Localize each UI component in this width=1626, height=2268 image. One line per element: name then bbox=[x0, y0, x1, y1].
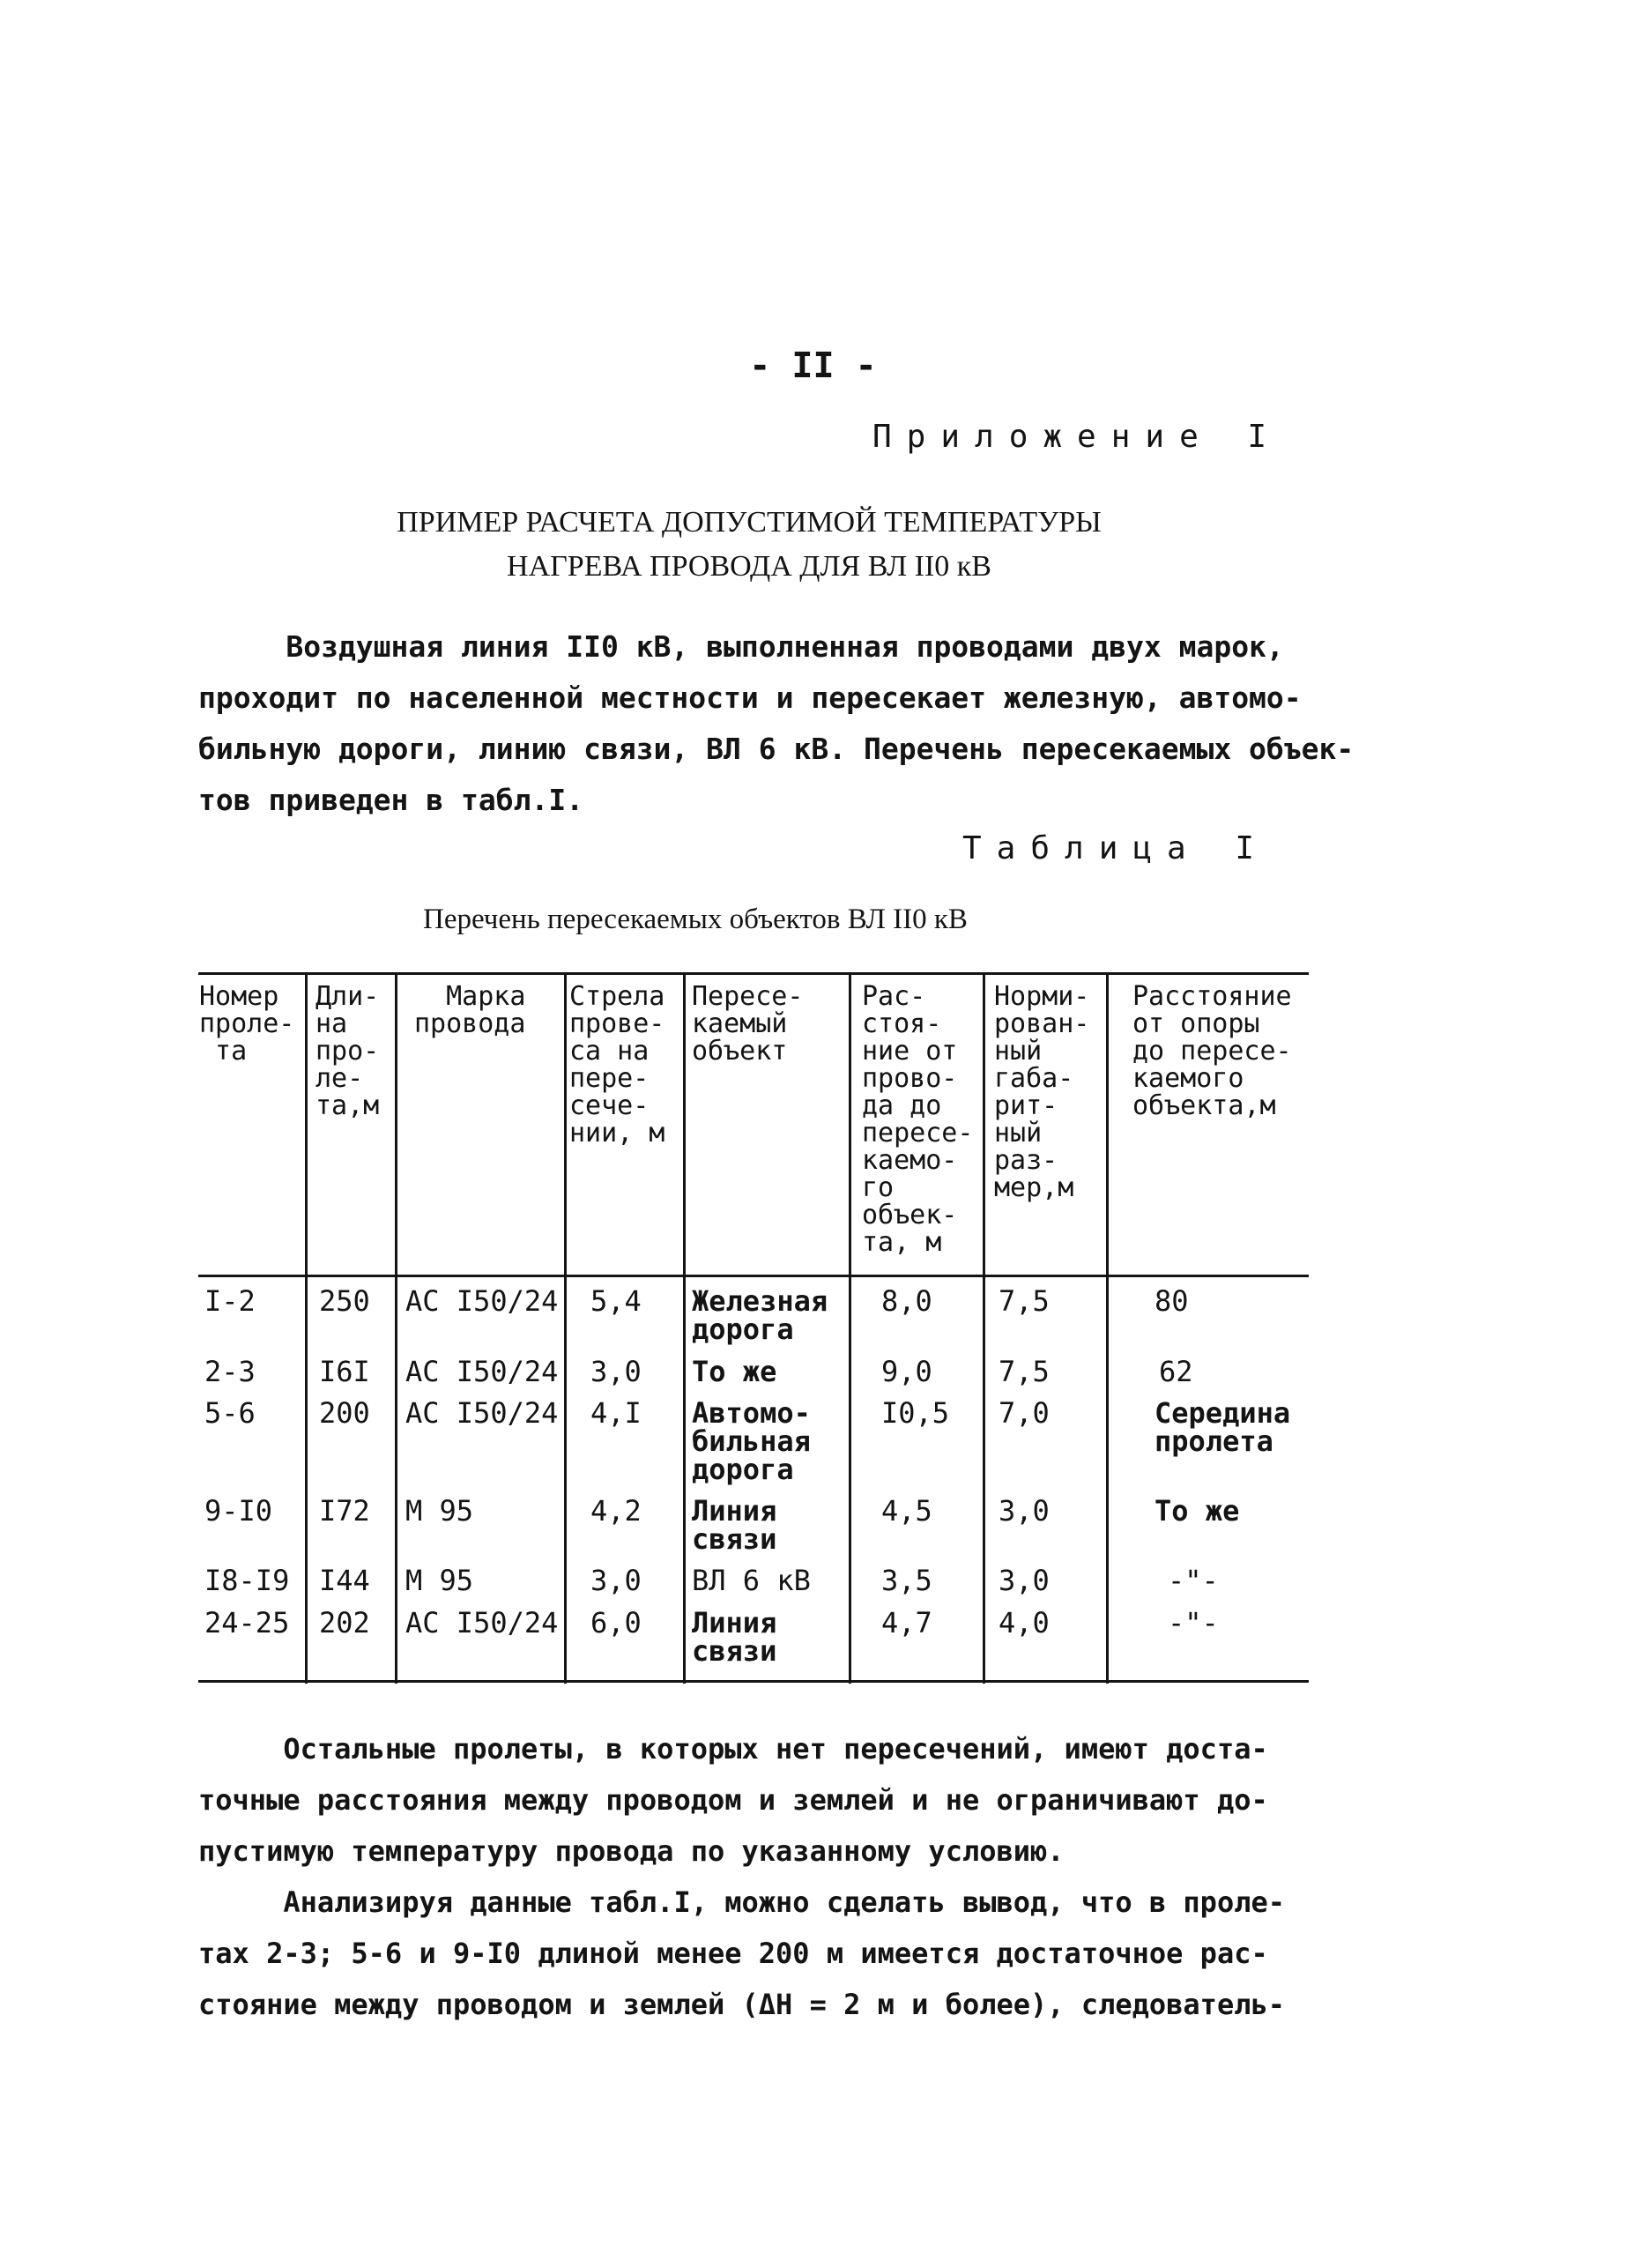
page-number: - II - bbox=[749, 346, 877, 386]
table-top-rule bbox=[198, 972, 1309, 975]
table-row-distance: 9,0 bbox=[881, 1355, 932, 1388]
table-row-length: I72 bbox=[319, 1494, 370, 1528]
table-row-length: 202 bbox=[319, 1606, 370, 1640]
intro-line: проходит по населенной местности и пересекает железную, автомо- bbox=[198, 680, 1302, 715]
column-divider bbox=[564, 975, 567, 1684]
table-row-wire: М 95 bbox=[405, 1494, 474, 1528]
table-row-distance: 8,0 bbox=[881, 1284, 932, 1318]
table-row-sag: 3,0 bbox=[590, 1564, 642, 1597]
closing-line: Анализируя данные табл.I, можно сделать вывод, что в проле- bbox=[198, 1885, 1285, 1919]
table-row-distance: 3,5 bbox=[881, 1564, 932, 1597]
table-row-norm: 3,0 bbox=[999, 1564, 1050, 1597]
table-row-sag: 3,0 bbox=[590, 1355, 642, 1388]
table-row-span: 5-6 bbox=[204, 1396, 256, 1430]
table-bottom-rule bbox=[198, 1680, 1309, 1683]
table-row-object: Линия связи bbox=[692, 1494, 777, 1556]
table-row-length: 200 bbox=[319, 1396, 370, 1430]
closing-line: Остальные пролеты, в которых нет пересечений, имеют доста- bbox=[198, 1732, 1268, 1766]
table-row-object: Железная дорога bbox=[692, 1284, 828, 1346]
table-row-wire: АС I50/24 bbox=[405, 1606, 559, 1640]
heading-line-2: НАГРЕВА ПРОВОДА ДЛЯ ВЛ II0 кВ bbox=[507, 550, 991, 583]
closing-line: пустимую температуру провода по указанному условию. bbox=[198, 1834, 1065, 1868]
table-row-norm: 4,0 bbox=[999, 1606, 1050, 1640]
table-row-distance: 4,5 bbox=[881, 1494, 932, 1528]
table-row-span: 2-3 bbox=[204, 1355, 256, 1388]
table-row-sag: 4,2 bbox=[590, 1494, 642, 1528]
appendix-label: Приложение I bbox=[872, 419, 1282, 455]
table-row-from-support: Середина пролета bbox=[1155, 1396, 1291, 1458]
table-row-length: 250 bbox=[319, 1284, 370, 1318]
table-row-span: I8-I9 bbox=[204, 1564, 290, 1597]
table-row-object: Автомо- бильная дорога bbox=[692, 1396, 811, 1486]
header-wire-grade: Марка провода bbox=[414, 981, 526, 1039]
table-row-object: То же bbox=[692, 1355, 777, 1388]
table-row-from-support: -"- bbox=[1168, 1606, 1219, 1640]
heading-line-1: ПРИМЕР РАСЧЕТА ДОПУСТИМОЙ ТЕМПЕРАТУРЫ bbox=[397, 506, 1102, 539]
column-divider bbox=[305, 975, 308, 1684]
table-row-wire: АС I50/24 bbox=[405, 1355, 559, 1388]
table-row-distance: I0,5 bbox=[881, 1396, 950, 1430]
table-row-span: 9-I0 bbox=[204, 1494, 273, 1528]
table-row-norm: 7,5 bbox=[999, 1355, 1050, 1388]
table-row-distance: 4,7 bbox=[881, 1606, 932, 1640]
table-row-object: Линия связи bbox=[692, 1606, 777, 1668]
intro-paragraph bbox=[198, 621, 1432, 826]
table-row-wire: М 95 bbox=[405, 1564, 474, 1597]
table-header-rule bbox=[198, 1275, 1309, 1277]
header-norm-size: Норми- рован- ный габа- рит- ный раз- мер,м bbox=[994, 981, 1090, 1203]
table-row-object: ВЛ 6 кВ bbox=[692, 1564, 811, 1597]
column-divider bbox=[1106, 975, 1109, 1684]
table-row-from-support: 62 bbox=[1159, 1355, 1193, 1388]
table-row-span: 24-25 bbox=[204, 1606, 290, 1640]
table-row-wire: АС I50/24 bbox=[405, 1284, 559, 1318]
header-sag: Стрела прове- са на пере- сече- нии, м bbox=[569, 981, 665, 1149]
document-heading bbox=[0, 501, 1498, 589]
column-divider bbox=[395, 975, 397, 1684]
table-row-from-support: 80 bbox=[1155, 1284, 1189, 1318]
header-span-number: Номер проле- та bbox=[199, 981, 295, 1067]
table-caption: Перечень пересекаемых объектов ВЛ II0 кВ bbox=[423, 903, 968, 935]
table-row-length: I6I bbox=[319, 1355, 370, 1388]
closing-line: точные расстояния между проводом и землей и не ограничивают до- bbox=[198, 1783, 1268, 1817]
table-row-span: I-2 bbox=[204, 1284, 256, 1318]
header-distance-from-support: Расстояние от опоры до пересе- каемого объекта,м bbox=[1132, 981, 1292, 1121]
header-distance: Рас- стоя- ние от прово- да до пересе- каемо- го объек- та, м bbox=[862, 981, 974, 1258]
header-span-length: Дли- на про- ле- та,м bbox=[316, 981, 380, 1121]
column-divider bbox=[683, 975, 686, 1684]
intro-line: тов приведен в табл.I. bbox=[198, 783, 584, 817]
table-row-norm: 7,5 bbox=[999, 1284, 1050, 1318]
column-divider bbox=[849, 975, 851, 1684]
header-crossed-object: Пересе- каемый объект bbox=[692, 981, 804, 1067]
closing-line: тах 2-3; 5-6 и 9-I0 длиной менее 200 м имеется достаточное рас- bbox=[198, 1937, 1268, 1970]
table-row-norm: 3,0 bbox=[999, 1494, 1050, 1528]
table-row-from-support: -"- bbox=[1168, 1564, 1219, 1597]
intro-line: Воздушная линия II0 кВ, выполненная проводами двух марок, bbox=[198, 629, 1284, 664]
intro-line: бильную дороги, линию связи, ВЛ 6 кВ. Перечень пересекаемых объек- bbox=[198, 732, 1355, 766]
column-divider bbox=[983, 975, 985, 1684]
table-label: Таблица I bbox=[962, 830, 1270, 866]
table-row-norm: 7,0 bbox=[999, 1396, 1050, 1430]
closing-paragraph bbox=[198, 1723, 1432, 2030]
table-row-from-support: То же bbox=[1155, 1494, 1240, 1528]
closing-line: стояние между проводом и землей (ΔH = 2 м и более), следователь- bbox=[198, 1988, 1285, 2021]
table-row-sag: 6,0 bbox=[590, 1606, 642, 1640]
table-row-length: I44 bbox=[319, 1564, 370, 1597]
table-row-sag: 5,4 bbox=[590, 1284, 642, 1318]
table-row-wire: АС I50/24 bbox=[405, 1396, 559, 1430]
table-row-sag: 4,I bbox=[590, 1396, 642, 1430]
